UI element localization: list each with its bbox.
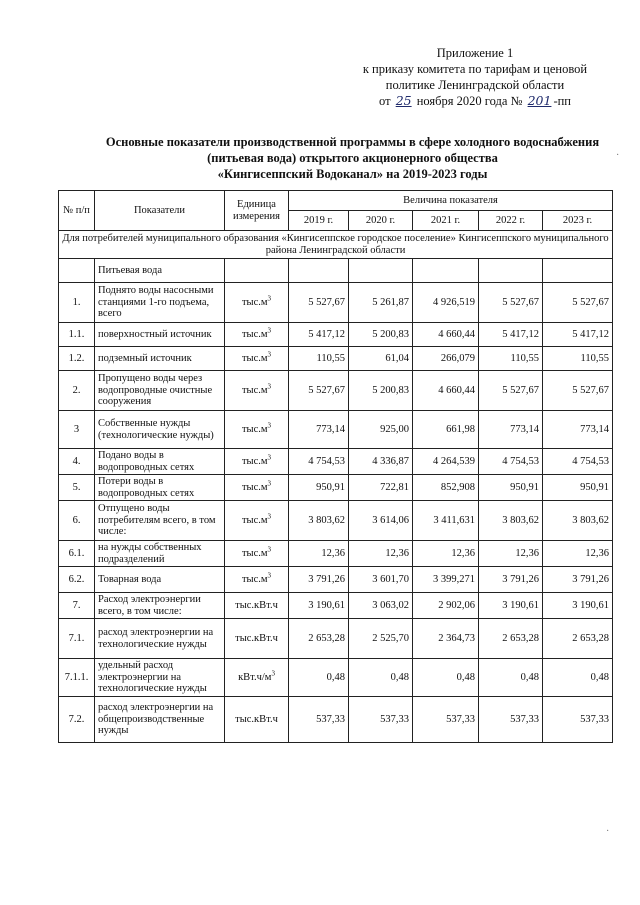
row-value: 12,36 [413, 541, 479, 567]
row-indicator: Отпущено воды потребителям всего, в том числе: [95, 501, 225, 541]
title-line-2: (питьевая вода) открытого акционерного общества [207, 151, 498, 165]
row-unit-exponent: 3 [271, 669, 275, 678]
row-number: 1.2. [59, 347, 95, 371]
row-value: 5 527,67 [479, 371, 543, 411]
section-empty-cell [59, 259, 95, 283]
row-value: 661,98 [413, 411, 479, 449]
row-value: 3 791,26 [543, 567, 613, 593]
row-value: 61,04 [349, 347, 413, 371]
row-value: 537,33 [479, 697, 543, 743]
header-year: 2023 г. [543, 211, 613, 231]
row-unit: тыс.м [241, 481, 268, 493]
table-row [59, 347, 613, 371]
annex-date-line [340, 93, 610, 109]
table-row [59, 371, 613, 411]
header-unit: Единица измерения [225, 191, 289, 231]
row-unit-exponent: 3 [267, 479, 272, 488]
table-row [59, 697, 613, 743]
row-value: 4 660,44 [413, 371, 479, 411]
row-value: 3 063,02 [349, 593, 413, 619]
table-row [59, 593, 613, 619]
row-value: 5 261,87 [349, 283, 413, 323]
row-unit-exponent: 3 [267, 421, 272, 430]
row-unit-exponent: 3 [267, 350, 272, 359]
row-indicator: Поднято воды насосными станциями 1-го подъема, всего [95, 283, 225, 323]
row-unit-cell [225, 347, 289, 371]
row-unit-cell [225, 475, 289, 501]
scan-mark: · [606, 826, 610, 837]
table-row [59, 475, 613, 501]
row-value: 3 803,62 [543, 501, 613, 541]
annex-order-ref: к приказу комитета по тарифам и ценовой [362, 62, 588, 76]
row-value: 537,33 [543, 697, 613, 743]
row-value: 537,33 [289, 697, 349, 743]
row-number: 7.1. [59, 619, 95, 659]
row-unit-cell [225, 659, 289, 697]
row-indicator: Потери воды в водопроводных сетях [95, 475, 225, 501]
row-indicator: Пропущено воды через водопроводные очистные сооружения [95, 371, 225, 411]
row-value: 5 417,12 [543, 323, 613, 347]
row-value: 3 190,61 [479, 593, 543, 619]
annex-date-day: 25 [395, 93, 412, 108]
row-value: 773,14 [289, 411, 349, 449]
row-value: 4 754,53 [289, 449, 349, 475]
header-value: Величина показателя [289, 191, 613, 211]
row-unit: тыс.кВт.ч [235, 599, 278, 611]
row-unit-exponent: 3 [267, 382, 272, 391]
row-value: 2 653,28 [479, 619, 543, 659]
group-label: Для потребителей муниципального образования «Кингисеппское городское поселение» Кингисеппского муниципального района Ленинградской области [59, 231, 613, 259]
row-value: 5 200,83 [349, 323, 413, 347]
table-row [59, 501, 613, 541]
row-unit-exponent: 3 [267, 294, 272, 303]
annex-committee: политике Ленинградской области [385, 78, 565, 92]
row-unit: тыс.м [241, 296, 268, 308]
row-value: 5 527,67 [289, 283, 349, 323]
row-unit-exponent: 3 [267, 326, 272, 335]
row-number: 6.2. [59, 567, 95, 593]
row-value: 0,48 [543, 659, 613, 697]
row-unit: тыс.м [241, 573, 268, 585]
row-unit: тыс.м [241, 352, 268, 364]
row-value: 4 926,519 [413, 283, 479, 323]
header-indicator: Показатели [95, 191, 225, 231]
row-unit: тыс.м [241, 547, 268, 559]
row-value: 5 200,83 [349, 371, 413, 411]
row-unit: тыс.кВт.ч [235, 713, 278, 725]
row-indicator: Собственные нужды (технологические нужды) [95, 411, 225, 449]
row-number: 3 [59, 411, 95, 449]
row-value: 5 527,67 [289, 371, 349, 411]
annex-date-suffix: -пп [553, 94, 571, 108]
row-number: 7.2. [59, 697, 95, 743]
row-unit-exponent: 3 [267, 545, 272, 554]
row-value: 3 190,61 [289, 593, 349, 619]
row-unit: тыс.м [241, 514, 268, 526]
row-indicator: расход электроэнергии на технологические нужды [95, 619, 225, 659]
section-empty-cell [349, 259, 413, 283]
row-value: 5 417,12 [479, 323, 543, 347]
annex-order-number: 201 [527, 93, 552, 108]
row-value: 3 399,271 [413, 567, 479, 593]
row-unit-cell [225, 593, 289, 619]
table-row [59, 567, 613, 593]
row-unit-cell [225, 411, 289, 449]
scan-mark: · [616, 150, 620, 161]
row-unit-cell [225, 697, 289, 743]
row-value: 2 525,70 [349, 619, 413, 659]
section-empty-cell [289, 259, 349, 283]
row-value: 2 653,28 [289, 619, 349, 659]
annex-header [340, 45, 610, 109]
section-empty-cell [543, 259, 613, 283]
row-unit: тыс.м [241, 423, 268, 435]
row-value: 0,48 [479, 659, 543, 697]
row-value: 5 527,67 [479, 283, 543, 323]
row-value: 5 527,67 [543, 283, 613, 323]
row-value: 4 754,53 [543, 449, 613, 475]
row-unit: тыс.м [241, 384, 268, 396]
row-value: 722,81 [349, 475, 413, 501]
row-unit: тыс.кВт.ч [235, 632, 278, 644]
row-number: 6.1. [59, 541, 95, 567]
header-num: № п/п [59, 191, 95, 231]
annex-date-prefix: от [379, 94, 391, 108]
row-value: 2 653,28 [543, 619, 613, 659]
row-value: 3 803,62 [479, 501, 543, 541]
table-row [59, 283, 613, 323]
row-value: 537,33 [413, 697, 479, 743]
row-indicator: поверхностный источник [95, 323, 225, 347]
row-value: 12,36 [543, 541, 613, 567]
row-value: 537,33 [349, 697, 413, 743]
title-line-3: «Кингисеппский Водоканал» на 2019-2023 годы [217, 167, 488, 181]
row-number: 7.1.1. [59, 659, 95, 697]
row-value: 4 336,87 [349, 449, 413, 475]
section-empty-cell [413, 259, 479, 283]
row-value: 3 803,62 [289, 501, 349, 541]
row-value: 5 527,67 [543, 371, 613, 411]
row-value: 3 190,61 [543, 593, 613, 619]
indicators-table [58, 190, 613, 743]
row-value: 950,91 [543, 475, 613, 501]
header-year: 2021 г. [413, 211, 479, 231]
row-unit-exponent: 3 [267, 453, 272, 462]
row-unit-cell [225, 541, 289, 567]
header-year: 2022 г. [479, 211, 543, 231]
row-indicator: удельный расход электроэнергии на технологические нужды [95, 659, 225, 697]
row-value: 773,14 [479, 411, 543, 449]
table-row [59, 449, 613, 475]
row-value: 3 601,70 [349, 567, 413, 593]
row-value: 12,36 [289, 541, 349, 567]
row-unit: тыс.м [241, 455, 268, 467]
row-unit-cell [225, 619, 289, 659]
row-unit: кВт.ч/м [238, 671, 272, 683]
annex-date-middle: ноября 2020 года № [416, 94, 523, 108]
row-value: 3 791,26 [479, 567, 543, 593]
row-unit-exponent: 3 [267, 512, 272, 521]
row-value: 3 614,06 [349, 501, 413, 541]
row-value: 2 364,73 [413, 619, 479, 659]
row-value: 4 660,44 [413, 323, 479, 347]
section-label: Питьевая вода [95, 259, 225, 283]
row-indicator: Подано воды в водопроводных сетях [95, 449, 225, 475]
row-value: 110,55 [543, 347, 613, 371]
row-value: 4 264,539 [413, 449, 479, 475]
row-unit-exponent: 3 [267, 571, 272, 580]
row-number: 2. [59, 371, 95, 411]
row-value: 0,48 [289, 659, 349, 697]
row-unit-cell [225, 449, 289, 475]
row-indicator: расход электроэнергии на общепроизводственные нужды [95, 697, 225, 743]
row-number: 1. [59, 283, 95, 323]
row-value: 110,55 [479, 347, 543, 371]
annex-title: Приложение 1 [436, 46, 514, 60]
row-number: 5. [59, 475, 95, 501]
row-number: 4. [59, 449, 95, 475]
row-value: 3 791,26 [289, 567, 349, 593]
header-year: 2020 г. [349, 211, 413, 231]
row-value: 773,14 [543, 411, 613, 449]
row-number: 1.1. [59, 323, 95, 347]
row-value: 3 411,631 [413, 501, 479, 541]
row-value: 950,91 [289, 475, 349, 501]
row-value: 12,36 [349, 541, 413, 567]
table-row [59, 411, 613, 449]
row-value: 4 754,53 [479, 449, 543, 475]
row-value: 12,36 [479, 541, 543, 567]
row-unit-cell [225, 567, 289, 593]
title-line-1: Основные показатели производственной программы в сфере холодного водоснабжения [105, 135, 600, 149]
row-indicator: Расход электроэнергии всего, в том числе: [95, 593, 225, 619]
row-unit: тыс.м [241, 328, 268, 340]
table-row [59, 323, 613, 347]
row-value: 266,079 [413, 347, 479, 371]
row-unit-cell [225, 501, 289, 541]
table-row [59, 619, 613, 659]
document-title [80, 134, 625, 182]
row-value: 2 902,06 [413, 593, 479, 619]
table-row [59, 541, 613, 567]
header-year: 2019 г. [289, 211, 349, 231]
row-value: 0,48 [349, 659, 413, 697]
row-value: 852,908 [413, 475, 479, 501]
row-indicator: на нужды собственных подразделений [95, 541, 225, 567]
section-empty-cell [225, 259, 289, 283]
row-value: 110,55 [289, 347, 349, 371]
row-number: 6. [59, 501, 95, 541]
row-unit-cell [225, 323, 289, 347]
table-body [59, 231, 613, 743]
row-number: 7. [59, 593, 95, 619]
row-value: 925,00 [349, 411, 413, 449]
row-value: 5 417,12 [289, 323, 349, 347]
row-unit-cell [225, 371, 289, 411]
row-indicator: подземный источник [95, 347, 225, 371]
row-unit-cell [225, 283, 289, 323]
table-row [59, 659, 613, 697]
row-value: 0,48 [413, 659, 479, 697]
section-empty-cell [479, 259, 543, 283]
row-indicator: Товарная вода [95, 567, 225, 593]
row-value: 950,91 [479, 475, 543, 501]
